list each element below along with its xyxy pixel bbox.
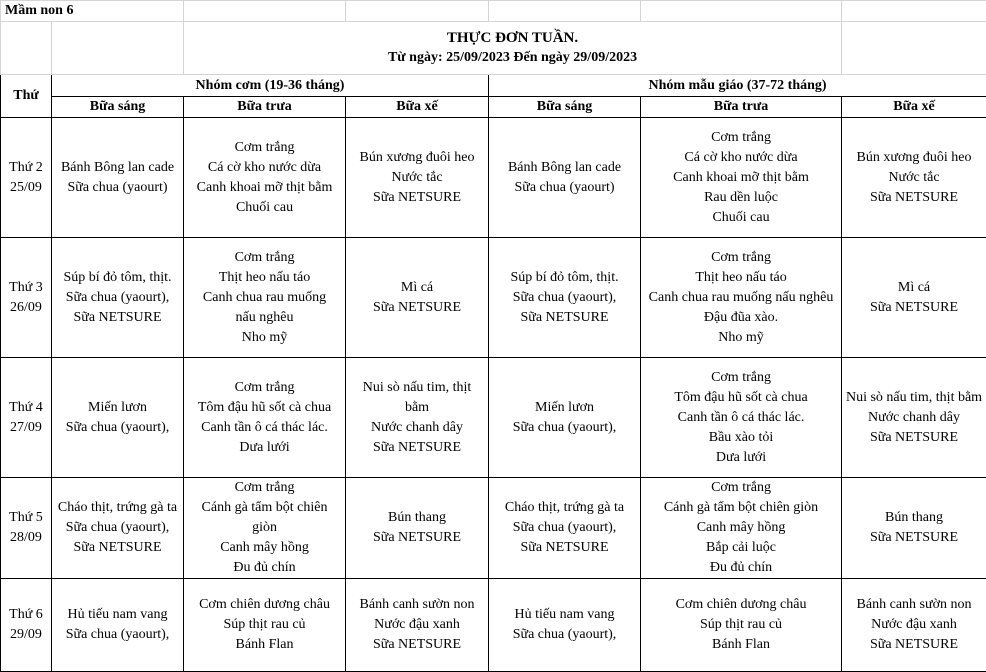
- dish-line: Cơm trắng: [184, 478, 345, 498]
- dish-line: Đu đủ chín: [184, 558, 345, 578]
- table-row: [1, 478, 986, 579]
- dish-line: Chuối cau: [184, 198, 345, 218]
- dish-line: Hủ tiếu nam vang: [52, 605, 183, 625]
- menu-cell: [489, 118, 641, 238]
- dish-line: Nho mỹ: [184, 328, 345, 348]
- dish-line: Sữa NETSURE: [52, 538, 183, 558]
- menu-cell: [641, 238, 842, 358]
- menu-cell: [52, 579, 184, 672]
- dish-line: Súp bí đỏ tôm, thịt.: [52, 268, 183, 288]
- table-row: [1, 358, 986, 478]
- date-range: Từ ngày: 25/09/2023 Đến ngày 29/09/2023: [184, 48, 841, 68]
- menu-cell: [52, 238, 184, 358]
- dish-line: Nho mỹ: [641, 328, 841, 348]
- dish-line: Canh chua rau muống: [184, 288, 345, 308]
- dish-line: bằm: [346, 398, 488, 418]
- menu-cell: [842, 118, 986, 238]
- dish-line: Sữa NETSURE: [842, 428, 986, 448]
- dish-line: Cơm trắng: [184, 248, 345, 268]
- dish-line: Sữa chua (yaourt): [489, 178, 640, 198]
- dish-line: Bún thang: [842, 508, 986, 528]
- day-date: 26/09: [1, 298, 51, 318]
- dish-line: Bánh Bông lan cade: [489, 158, 640, 178]
- dish-line: Thịt heo nấu táo: [641, 268, 841, 288]
- dish-line: Bún xương đuôi heo: [346, 148, 488, 168]
- dish-line: Bánh Flan: [641, 635, 841, 655]
- group-header-mau-giao: Nhóm mẫu giáo (37-72 tháng): [489, 75, 986, 97]
- page-title: THỰC ĐƠN TUẦN.: [184, 28, 841, 48]
- menu-cell: [842, 358, 986, 478]
- dish-line: Mì cá: [842, 278, 986, 298]
- menu-cell: [641, 358, 842, 478]
- menu-cell: [641, 478, 842, 579]
- dish-line: Cơm chiên dương châu: [184, 595, 345, 615]
- menu-cell: [346, 118, 489, 238]
- menu-cell: [184, 118, 346, 238]
- dish-line: Cơm trắng: [641, 478, 841, 498]
- dish-line: Sữa NETSURE: [842, 298, 986, 318]
- dish-line: giòn: [184, 518, 345, 538]
- dish-line: Bánh canh sườn non: [842, 595, 986, 615]
- dish-line: Dưa lưới: [184, 438, 345, 458]
- dish-line: Bún thang: [346, 508, 488, 528]
- menu-cell: [52, 118, 184, 238]
- dish-line: Sữa chua (yaourt),: [489, 518, 640, 538]
- day-label: Thứ 2: [1, 158, 51, 178]
- table-row: [1, 579, 986, 672]
- dish-line: Bầu xào tỏi: [641, 428, 841, 448]
- menu-cell: [184, 579, 346, 672]
- dish-line: Nước chanh dây: [346, 418, 488, 438]
- menu-cell: [346, 579, 489, 672]
- menu-cell: [489, 238, 641, 358]
- day-date: 29/09: [1, 625, 51, 645]
- dish-line: Hủ tiếu nam vang: [489, 605, 640, 625]
- menu-cell: [842, 478, 986, 579]
- dish-line: Cháo thịt, trứng gà ta: [489, 498, 640, 518]
- dish-line: Sữa chua (yaourt),: [489, 625, 640, 645]
- dish-line: Cánh gà tẩm bột chiên giòn: [641, 498, 841, 518]
- dish-line: Rau dền luộc: [641, 188, 841, 208]
- dish-line: Canh mây hồng: [184, 538, 345, 558]
- day-label: Thứ 3: [1, 278, 51, 298]
- dish-line: Cơm trắng: [184, 378, 345, 398]
- dish-line: Tôm đậu hũ sốt cà chua: [184, 398, 345, 418]
- dish-line: Súp thịt rau củ: [184, 615, 345, 635]
- dish-line: Cơm trắng: [641, 368, 841, 388]
- menu-cell: [184, 478, 346, 579]
- dish-line: Sữa NETSURE: [842, 635, 986, 655]
- day-cell: [1, 238, 52, 358]
- dish-line: Sữa NETSURE: [346, 528, 488, 548]
- dish-line: Đậu đũa xào.: [641, 308, 841, 328]
- menu-cell: [489, 478, 641, 579]
- dish-line: Nước đậu xanh: [346, 615, 488, 635]
- menu-cell: [489, 579, 641, 672]
- dish-line: Tôm đậu hũ sốt cà chua: [641, 388, 841, 408]
- day-label: Thứ 6: [1, 605, 51, 625]
- dish-line: Canh tần ô cá thác lác.: [641, 408, 841, 428]
- school-name: Mầm non 6: [1, 1, 184, 22]
- day-header: Thứ: [1, 75, 52, 118]
- menu-cell: [346, 238, 489, 358]
- day-date: 27/09: [1, 418, 51, 438]
- dish-line: Mì cá: [346, 278, 488, 298]
- day-cell: [1, 579, 52, 672]
- dish-line: Nước đậu xanh: [842, 615, 986, 635]
- dish-line: Sữa NETSURE: [52, 308, 183, 328]
- dish-line: Sữa NETSURE: [842, 528, 986, 548]
- dish-line: Sữa chua (yaourt),: [52, 625, 183, 645]
- menu-cell: [346, 478, 489, 579]
- dish-line: Sữa NETSURE: [346, 188, 488, 208]
- dish-line: Canh mây hồng: [641, 518, 841, 538]
- menu-cell: [52, 478, 184, 579]
- dish-line: Sữa NETSURE: [346, 438, 488, 458]
- meal-header: Bữa xế: [842, 97, 986, 118]
- dish-line: Nước tắc: [346, 168, 488, 188]
- day-cell: [1, 478, 52, 579]
- dish-line: Miến lươn: [52, 398, 183, 418]
- menu-cell: [842, 238, 986, 358]
- meal-header: Bữa trưa: [184, 97, 346, 118]
- day-label: Thứ 5: [1, 508, 51, 528]
- dish-line: Sữa NETSURE: [346, 298, 488, 318]
- dish-line: Thịt heo nấu táo: [184, 268, 345, 288]
- table-row: [1, 238, 986, 358]
- dish-line: Nui sò nấu tim, thịt: [346, 378, 488, 398]
- dish-line: Cá cờ kho nước dừa: [641, 148, 841, 168]
- menu-cell: [184, 238, 346, 358]
- menu-cell: [346, 358, 489, 478]
- title-block: [184, 22, 842, 75]
- day-label: Thứ 4: [1, 398, 51, 418]
- day-date: 28/09: [1, 528, 51, 548]
- menu-cell: [641, 579, 842, 672]
- dish-line: Sữa chua (yaourt): [52, 178, 183, 198]
- dish-line: Sữa chua (yaourt),: [489, 288, 640, 308]
- dish-line: Chuối cau: [641, 208, 841, 228]
- dish-line: Nước chanh dây: [842, 408, 986, 428]
- dish-line: Cháo thịt, trứng gà ta: [52, 498, 183, 518]
- dish-line: Bắp cải luộc: [641, 538, 841, 558]
- dish-line: Sữa NETSURE: [489, 308, 640, 328]
- menu-cell: [641, 118, 842, 238]
- meal-header: Bữa sáng: [52, 97, 184, 118]
- dish-line: Sữa chua (yaourt),: [489, 418, 640, 438]
- meal-header: Bữa trưa: [641, 97, 842, 118]
- menu-cell: [489, 358, 641, 478]
- dish-line: Sữa NETSURE: [489, 538, 640, 558]
- dish-line: Nước tắc: [842, 168, 986, 188]
- meal-header: Bữa sáng: [489, 97, 641, 118]
- dish-line: Cơm trắng: [641, 248, 841, 268]
- dish-line: Nui sò nấu tim, thịt bằm: [842, 388, 986, 408]
- dish-line: Miến lươn: [489, 398, 640, 418]
- dish-line: Bún xương đuôi heo: [842, 148, 986, 168]
- meal-header: Bữa xế: [346, 97, 489, 118]
- meal-header-row: [1, 97, 986, 118]
- dish-line: Súp thịt rau củ: [641, 615, 841, 635]
- day-date: 25/09: [1, 178, 51, 198]
- day-cell: [1, 118, 52, 238]
- dish-line: Cánh gà tẩm bột chiên: [184, 498, 345, 518]
- dish-line: Canh khoai mỡ thịt bằm: [184, 178, 345, 198]
- menu-cell: [842, 579, 986, 672]
- dish-line: Sữa NETSURE: [346, 635, 488, 655]
- dish-line: Đu đủ chín: [641, 558, 841, 578]
- dish-line: nấu nghêu: [184, 308, 345, 328]
- menu-cell: [184, 358, 346, 478]
- group-header-com: Nhóm cơm (19-36 tháng): [52, 75, 489, 97]
- dish-line: Sữa chua (yaourt),: [52, 418, 183, 438]
- dish-line: Cơm trắng: [184, 138, 345, 158]
- dish-line: Bánh canh sườn non: [346, 595, 488, 615]
- dish-line: Canh chua rau muống nấu nghêu: [641, 288, 841, 308]
- day-cell: [1, 358, 52, 478]
- dish-line: Sữa NETSURE: [842, 188, 986, 208]
- table-row: [1, 118, 986, 238]
- dish-line: Sữa chua (yaourt),: [52, 518, 183, 538]
- dish-line: Bánh Bông lan cade: [52, 158, 183, 178]
- dish-line: Cơm chiên dương châu: [641, 595, 841, 615]
- menu-cell: [52, 358, 184, 478]
- dish-line: Sữa chua (yaourt),: [52, 288, 183, 308]
- dish-line: Cá cờ kho nước dừa: [184, 158, 345, 178]
- dish-line: Bánh Flan: [184, 635, 345, 655]
- dish-line: Cơm trắng: [641, 128, 841, 148]
- dish-line: Canh khoai mỡ thịt bằm: [641, 168, 841, 188]
- dish-line: Dưa lưới: [641, 448, 841, 468]
- dish-line: Súp bí đỏ tôm, thịt.: [489, 268, 640, 288]
- dish-line: Canh tần ô cá thác lác.: [184, 418, 345, 438]
